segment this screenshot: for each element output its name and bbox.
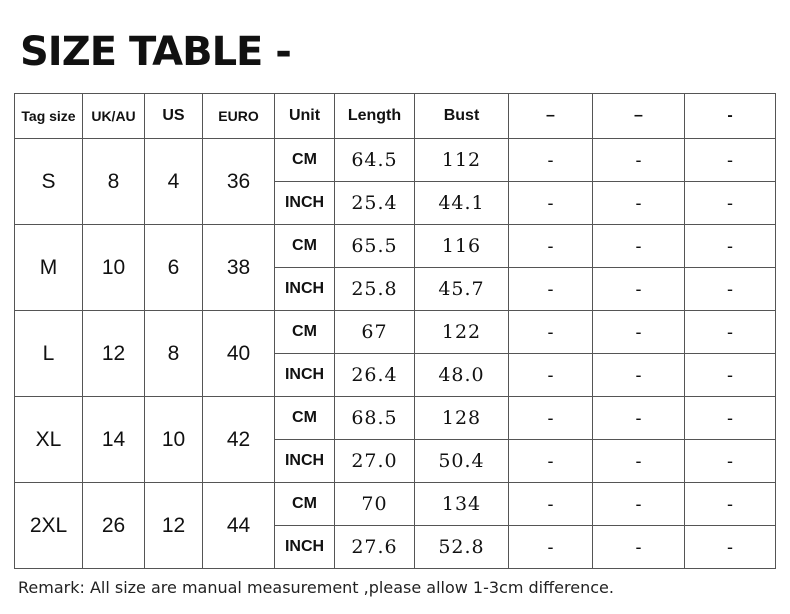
bust-inch: 45.7: [415, 268, 509, 311]
header-row: [15, 94, 776, 139]
size-us: 12: [145, 483, 203, 569]
unit-inch: INCH: [275, 268, 335, 311]
size-uk-au: 10: [83, 225, 145, 311]
empty-cell: -: [593, 397, 685, 440]
header-blank-3: -: [685, 94, 776, 139]
empty-cell: -: [593, 354, 685, 397]
header-bust: Bust: [415, 94, 509, 139]
size-tag: S: [15, 139, 83, 225]
header-blank-2: –: [593, 94, 685, 139]
header-unit: Unit: [275, 94, 335, 139]
table-row: [15, 225, 776, 268]
header-tag-size: Tag size: [15, 94, 83, 139]
size-us: 10: [145, 397, 203, 483]
size-euro: 40: [203, 311, 275, 397]
bust-cm: 128: [415, 397, 509, 440]
empty-cell: -: [509, 397, 593, 440]
table-row: [15, 483, 776, 526]
empty-cell: -: [593, 440, 685, 483]
unit-cm: CM: [275, 225, 335, 268]
table-row: [15, 397, 776, 440]
header-us: US: [145, 94, 203, 139]
empty-cell: -: [685, 526, 776, 569]
header-length: Length: [335, 94, 415, 139]
size-uk-au: 14: [83, 397, 145, 483]
length-cm: 68.5: [335, 397, 415, 440]
bust-cm: 122: [415, 311, 509, 354]
length-cm: 65.5: [335, 225, 415, 268]
empty-cell: -: [593, 526, 685, 569]
bust-cm: 112: [415, 139, 509, 182]
header-blank-1: –: [509, 94, 593, 139]
length-inch: 27.0: [335, 440, 415, 483]
size-table: [14, 93, 776, 569]
bust-inch: 52.8: [415, 526, 509, 569]
empty-cell: -: [509, 354, 593, 397]
empty-cell: -: [509, 440, 593, 483]
page-title: SIZE TABLE -: [20, 29, 291, 75]
bust-inch: 48.0: [415, 354, 509, 397]
empty-cell: -: [593, 225, 685, 268]
size-euro: 44: [203, 483, 275, 569]
unit-inch: INCH: [275, 354, 335, 397]
length-inch: 25.4: [335, 182, 415, 225]
table-row: [15, 139, 776, 182]
empty-cell: -: [685, 354, 776, 397]
empty-cell: -: [685, 268, 776, 311]
length-inch: 27.6: [335, 526, 415, 569]
unit-inch: INCH: [275, 526, 335, 569]
length-inch: 26.4: [335, 354, 415, 397]
size-tag: M: [15, 225, 83, 311]
unit-inch: INCH: [275, 440, 335, 483]
empty-cell: -: [685, 139, 776, 182]
size-us: 8: [145, 311, 203, 397]
bust-inch: 50.4: [415, 440, 509, 483]
empty-cell: -: [509, 526, 593, 569]
empty-cell: -: [509, 225, 593, 268]
size-us: 4: [145, 139, 203, 225]
size-tag: L: [15, 311, 83, 397]
size-uk-au: 8: [83, 139, 145, 225]
empty-cell: -: [509, 182, 593, 225]
empty-cell: -: [593, 311, 685, 354]
remark-note: Remark: All size are manual measurement ,please allow 1-3cm difference.: [18, 578, 614, 597]
size-euro: 42: [203, 397, 275, 483]
unit-cm: CM: [275, 311, 335, 354]
empty-cell: -: [509, 139, 593, 182]
size-us: 6: [145, 225, 203, 311]
length-cm: 67: [335, 311, 415, 354]
size-euro: 38: [203, 225, 275, 311]
length-inch: 25.8: [335, 268, 415, 311]
unit-cm: CM: [275, 483, 335, 526]
unit-cm: CM: [275, 397, 335, 440]
size-uk-au: 26: [83, 483, 145, 569]
empty-cell: -: [685, 311, 776, 354]
empty-cell: -: [685, 397, 776, 440]
bust-cm: 116: [415, 225, 509, 268]
unit-inch: INCH: [275, 182, 335, 225]
header-euro: EURO: [203, 94, 275, 139]
empty-cell: -: [593, 268, 685, 311]
empty-cell: -: [685, 483, 776, 526]
empty-cell: -: [685, 225, 776, 268]
length-cm: 70: [335, 483, 415, 526]
empty-cell: -: [593, 483, 685, 526]
size-euro: 36: [203, 139, 275, 225]
unit-cm: CM: [275, 139, 335, 182]
bust-cm: 134: [415, 483, 509, 526]
empty-cell: -: [685, 182, 776, 225]
bust-inch: 44.1: [415, 182, 509, 225]
header-uk-au: UK/AU: [83, 94, 145, 139]
empty-cell: -: [593, 139, 685, 182]
empty-cell: -: [593, 182, 685, 225]
size-uk-au: 12: [83, 311, 145, 397]
empty-cell: -: [509, 311, 593, 354]
empty-cell: -: [509, 483, 593, 526]
table-row: [15, 311, 776, 354]
empty-cell: -: [685, 440, 776, 483]
size-tag: XL: [15, 397, 83, 483]
size-tag: 2XL: [15, 483, 83, 569]
empty-cell: -: [509, 268, 593, 311]
length-cm: 64.5: [335, 139, 415, 182]
